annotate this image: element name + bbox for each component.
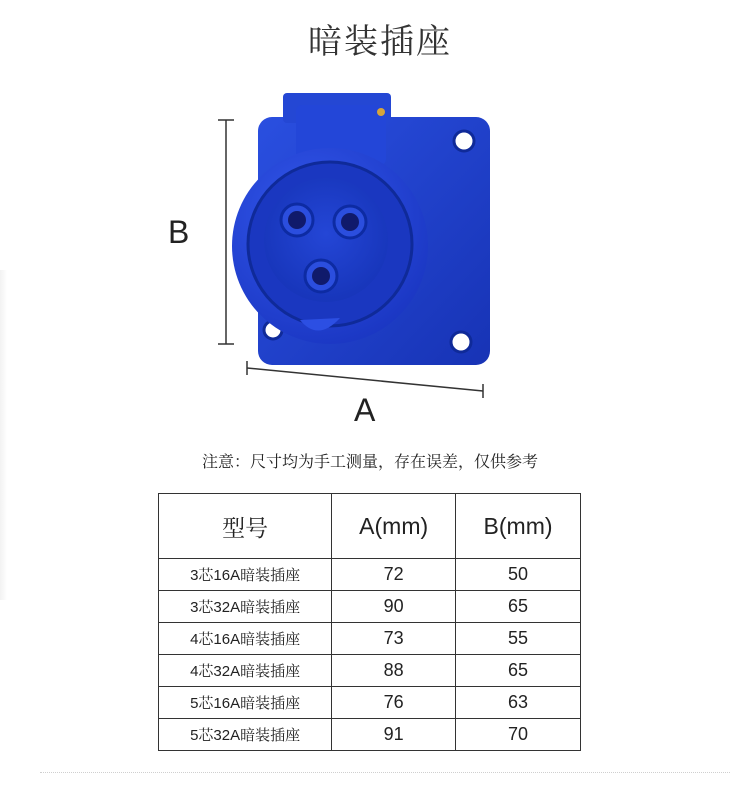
cell-a: 76 <box>332 687 456 719</box>
table-header-row <box>159 494 581 559</box>
cell-a: 73 <box>332 623 456 655</box>
size-spec-table <box>158 493 581 751</box>
cell-b: 55 <box>456 623 581 655</box>
cell-b: 50 <box>456 559 581 591</box>
screw-hole-top-right <box>454 131 474 151</box>
cell-a: 90 <box>332 591 456 623</box>
dimension-label-b: B <box>168 214 190 250</box>
table-row <box>159 623 581 655</box>
page-title: 暗装插座 <box>308 22 452 62</box>
header-b: B(mm) <box>456 494 581 559</box>
cell-b: 65 <box>456 655 581 687</box>
table-row <box>159 655 581 687</box>
cell-b: 63 <box>456 687 581 719</box>
dimension-line-b <box>218 120 234 344</box>
cell-model: 4芯32A暗装插座 <box>159 655 332 687</box>
cell-b: 65 <box>456 591 581 623</box>
table-row <box>159 591 581 623</box>
cell-model: 5芯16A暗装插座 <box>159 687 332 719</box>
cell-model: 3芯32A暗装插座 <box>159 591 332 623</box>
socket-product-image <box>0 80 750 430</box>
cell-a: 72 <box>332 559 456 591</box>
socket-body <box>232 148 428 344</box>
cell-model: 5芯32A暗装插座 <box>159 719 332 751</box>
header-a: A(mm) <box>332 494 456 559</box>
header-model: 型号 <box>159 494 332 559</box>
measurement-note: 注意：尺寸均为手工测量，存在误差，仅供参考 <box>201 452 538 471</box>
table-row <box>159 687 581 719</box>
cell-model: 3芯16A暗装插座 <box>159 559 332 591</box>
cell-a: 91 <box>332 719 456 751</box>
table-row <box>159 719 581 751</box>
bottom-divider <box>40 772 730 773</box>
cell-a: 88 <box>332 655 456 687</box>
hinge-pin <box>377 108 385 116</box>
cell-model: 4芯16A暗装插座 <box>159 623 332 655</box>
screw-hole-bottom-right <box>451 332 471 352</box>
table-row <box>159 559 581 591</box>
dimension-label-a: A <box>354 392 376 428</box>
cell-b: 70 <box>456 719 581 751</box>
